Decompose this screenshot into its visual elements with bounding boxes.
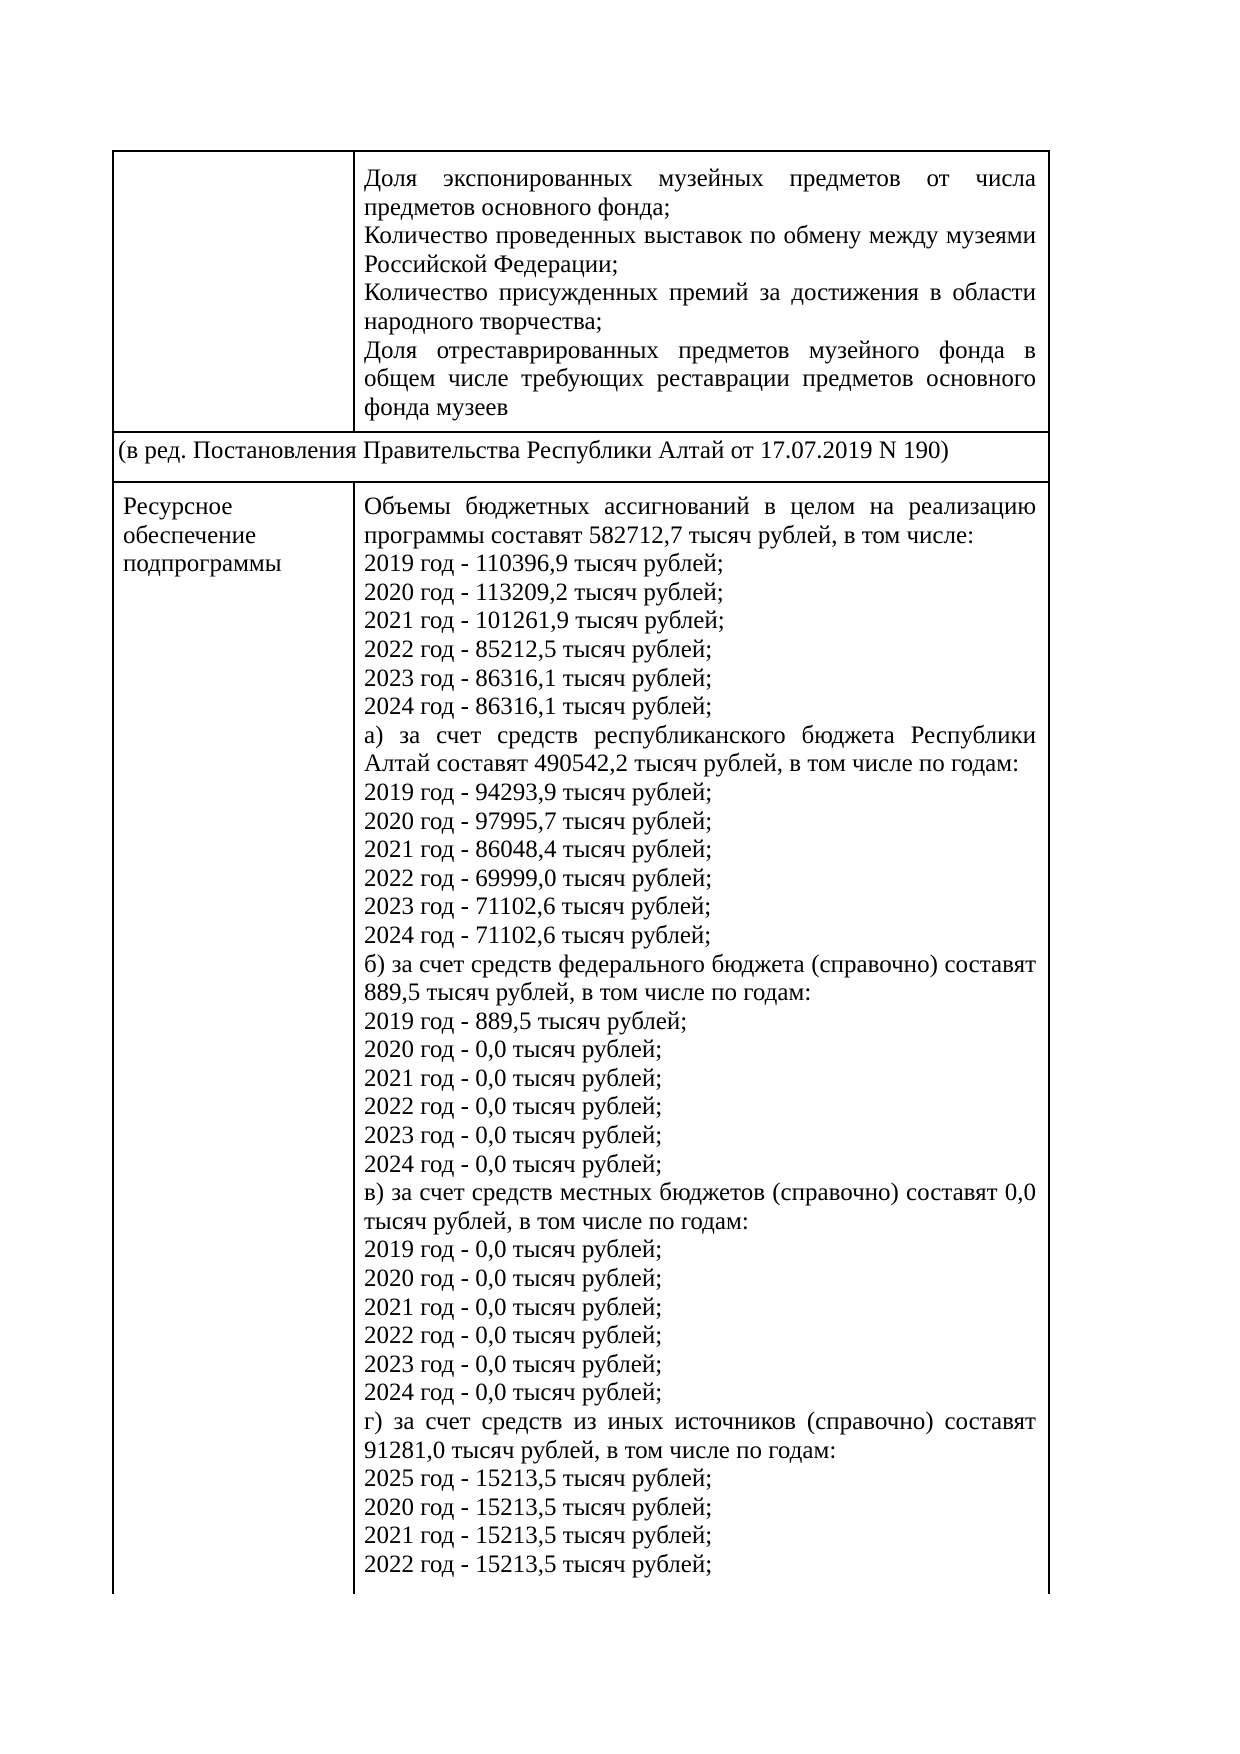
indicators-row (114, 152, 1048, 433)
indicator-paragraph: Количество присужденных премий за достижения в области народного творчества; (364, 279, 1036, 335)
budget-paragraph: в) за счет средств местных бюджетов (справочно) составят 0,0 тысяч рублей, в том числе по годам: (364, 1179, 1036, 1235)
budget-paragraph: 2019 год - 0,0 тысяч рублей; (364, 1236, 663, 1264)
budget-paragraph: 2022 год - 0,0 тысяч рублей; (364, 1093, 663, 1121)
budget-paragraph: 2019 год - 110396,9 тысяч рублей; (364, 550, 724, 578)
indicator-paragraph: Доля отреставрированных предметов музейного фонда в общем числе требующих реставрации предметов основного фонда музеев (364, 336, 1036, 421)
budget-paragraph: 2021 год - 15213,5 тысяч рублей; (364, 1522, 713, 1550)
resources-values-cell (355, 483, 1048, 1594)
budget-paragraph: 2020 год - 113209,2 тысяч рублей; (364, 578, 724, 606)
budget-paragraph: 2025 год - 15213,5 тысяч рублей; (364, 1465, 713, 1493)
budget-paragraph: 2023 год - 0,0 тысяч рублей; (364, 1350, 663, 1378)
budget-paragraph: б) за счет средств федерального бюджета (справочно) составят 889,5 тысяч рублей, в том числе по годам: (364, 950, 1036, 1007)
resources-row (114, 483, 1048, 1594)
budget-paragraph: 2020 год - 0,0 тысяч рублей; (364, 1265, 663, 1293)
budget-paragraph: 2020 год - 15213,5 тысяч рублей; (364, 1493, 713, 1521)
amendment-note: (в ред. Постановления Правительства Республики Алтай от 17.07.2019 N 190) (118, 437, 949, 464)
indicator-paragraph: Количество проведенных выставок по обмену между музеями Российской Федерации; (364, 222, 1036, 278)
budget-paragraph: 2024 год - 71102,6 тысяч рублей; (364, 921, 712, 949)
budget-paragraph: 2022 год - 15213,5 тысяч рублей; (364, 1550, 713, 1578)
indicators-left-cell (114, 152, 355, 431)
budget-paragraph: 2024 год - 0,0 тысяч рублей; (364, 1379, 663, 1407)
content-table (112, 150, 1050, 1594)
budget-paragraph: 2021 год - 0,0 тысяч рублей; (364, 1293, 663, 1321)
budget-paragraph: а) за счет средств республиканского бюджета Республики Алтай составят 490542,2 тысяч рублей, в том числе по годам: (364, 721, 1036, 778)
budget-paragraph: 2023 год - 86316,1 тысяч рублей; (364, 664, 713, 692)
budget-paragraph: 2022 год - 0,0 тысяч рублей; (364, 1322, 663, 1350)
budget-paragraph: 2023 год - 71102,6 тысяч рублей; (364, 893, 712, 921)
budget-paragraph: 2023 год - 0,0 тысяч рублей; (364, 1122, 663, 1150)
budget-paragraph: 2021 год - 101261,9 тысяч рублей; (364, 607, 725, 635)
budget-paragraph: 2022 год - 69999,0 тысяч рублей; (364, 864, 713, 892)
budget-paragraph: 2020 год - 0,0 тысяч рублей; (364, 1036, 663, 1064)
amendment-row (114, 433, 1048, 483)
budget-paragraph: 2024 год - 86316,1 тысяч рублей; (364, 693, 713, 721)
budget-paragraph: 2019 год - 889,5 тысяч рублей; (364, 1007, 688, 1035)
budget-paragraph: 2020 год - 97995,7 тысяч рублей; (364, 807, 713, 835)
budget-paragraph: 2022 год - 85212,5 тысяч рублей; (364, 635, 713, 663)
indicator-paragraph: Доля экспонированных музейных предметов от числа предметов основного фонда; (364, 165, 1036, 221)
budget-paragraph: Объемы бюджетных ассигнований в целом на реализацию программы составят 582712,7 тысяч рублей, в том числе: (364, 493, 1036, 549)
budget-paragraph: 2019 год - 94293,9 тысяч рублей; (364, 778, 713, 806)
indicators-right-cell (355, 152, 1048, 431)
budget-paragraph: 2021 год - 0,0 тысяч рублей; (364, 1064, 663, 1092)
resources-label: Ресурсное обеспечение подпрограммы (123, 493, 282, 578)
budget-paragraph: 2021 год - 86048,4 тысяч рублей; (364, 836, 713, 864)
budget-paragraph: г) за счет средств из иных источников (справочно) составят 91281,0 тысяч рублей, в том числе по годам: (364, 1408, 1036, 1464)
budget-paragraph: 2024 год - 0,0 тысяч рублей; (364, 1150, 663, 1178)
resources-label-cell (114, 483, 355, 1594)
